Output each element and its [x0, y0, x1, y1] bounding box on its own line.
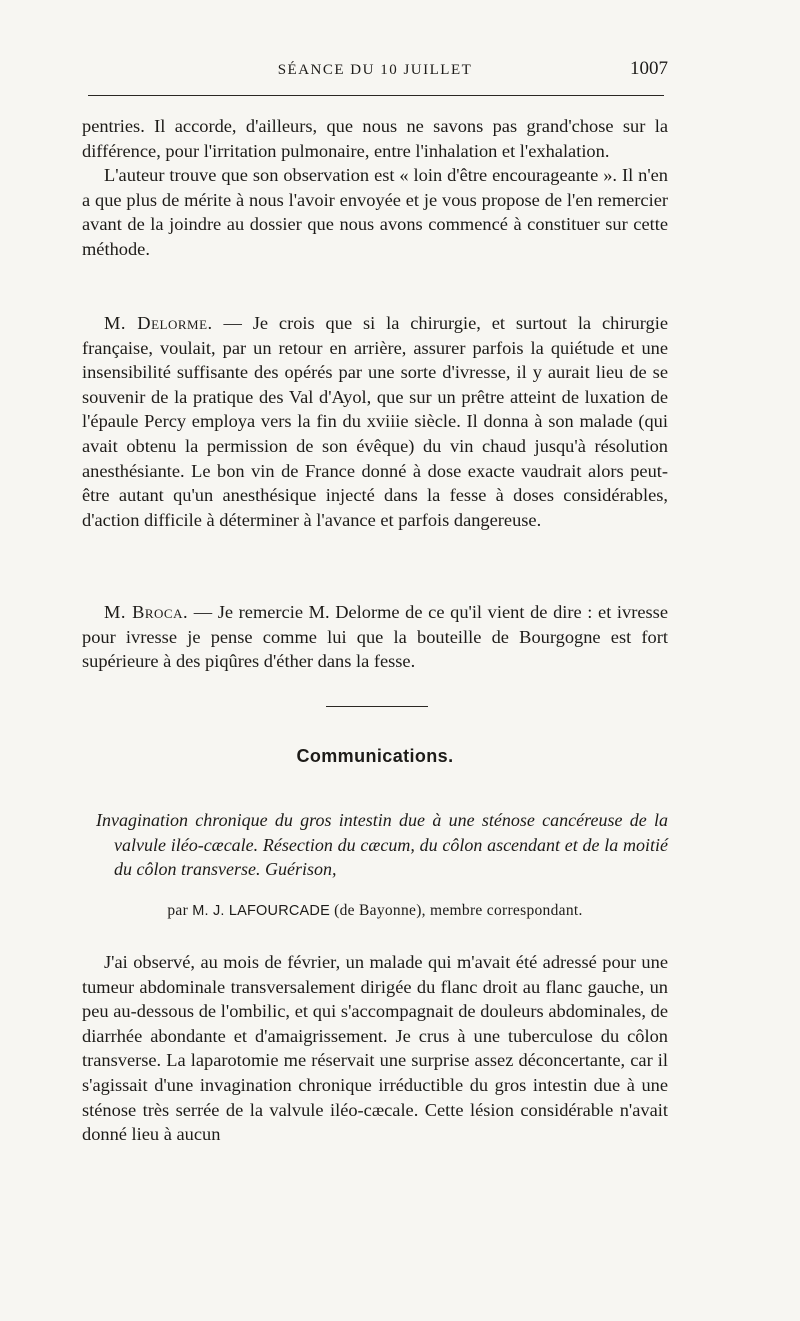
article-body — [82, 950, 668, 1147]
section-divider — [326, 706, 428, 707]
header-rule — [88, 95, 664, 96]
page-number: 1007 — [630, 58, 668, 79]
paragraph-article-body: J'ai observé, au mois de février, un malade qui m'avait été adressé pour une tumeur abdominale transversalement dirigée du flanc droit au flanc gauche, un peu au-dessous de l'ombilic, et qui s'accompagnait de douleurs abdominales, de diarrhée abondante et d'amaigrissement. Je crus à une tuberculose du côlon transverse. La laparotomie me réservait une surprise assez déconcertante, car il s'agissait d'une invagination chronique irréductible du gros intestin due à une sténose très serrée de la valvule iléo-cæcale. Cette lésion considérable n'avait donné lieu à aucun — [82, 952, 668, 1145]
speaker-text: — Je crois que si la chirurgie, et surtout la chirurgie française, voulait, par un retour en arrière, assurer parfois la quiétude et une insensibilité suffisante des opérés par une sorte d'ivresse, il y aurait lieu de se souvenir de la pratique des Val d'Ayol, que sur un prêtre atteint de luxation de l'épaule Percy employa vers la fin du xviiie siècle. Il donna à son malade (qui avait obtenu la permission de son évêque) du vin chaud jusqu'à résolution anesthésiante. Le bon vin de France donné à dose exacte vaudrait alors peut-être autant qu'un anesthésique injecté dans la fesse à doses considérables, d'action difficile à déterminer à l'avance et parfois dangereuse. — [82, 313, 668, 530]
running-head: SÉANCE DU 10 JUILLET — [277, 62, 473, 78]
article-title: Invagination chronique du gros intestin due à une sténose cancéreuse de la valvule iléo-cæcale. Résection du cæcum, du côlon ascendant et de la moitié du côlon transverse. Guérison, — [96, 810, 668, 879]
byline-author: M. J. LAFOURCADE — [192, 903, 330, 919]
speaker-name: M. Broca. — [104, 602, 189, 622]
byline-prefix: par — [167, 902, 193, 919]
speaker-text: — Je remercie M. Delorme de ce qu'il vient de dire : et ivresse pour ivresse je pense comme lui que la bouteille de Bourgogne est fort supérieure à des piqûres d'éther dans la fesse. — [82, 602, 669, 672]
opening-paragraphs — [82, 114, 668, 262]
section-heading: Communications. — [296, 746, 454, 766]
broca-remark — [82, 600, 668, 674]
paragraph-continuation: pentries. Il accorde, d'ailleurs, que nous ne savons pas grand'chose sur la différence, pour l'irritation pulmonaire, entre l'inhalation et l'exhalation. — [82, 116, 668, 161]
paragraph-broca — [82, 600, 668, 674]
article-byline — [82, 902, 668, 920]
delorme-remark — [82, 311, 668, 532]
byline-suffix: (de Bayonne), membre correspondant. — [329, 902, 583, 919]
page-header — [82, 56, 668, 86]
paragraph-delorme — [82, 311, 668, 532]
paragraph-author-observation: L'auteur trouve que son observation est « loin d'être encourageante ». Il n'en a que plus de mérite à nous l'avoir envoyée et je vous propose de l'en remercier avant de la joindre au dossier que nous avons commencé à constituer sur cette méthode. — [82, 165, 668, 259]
speaker-name: M. Delorme. — [104, 313, 213, 333]
